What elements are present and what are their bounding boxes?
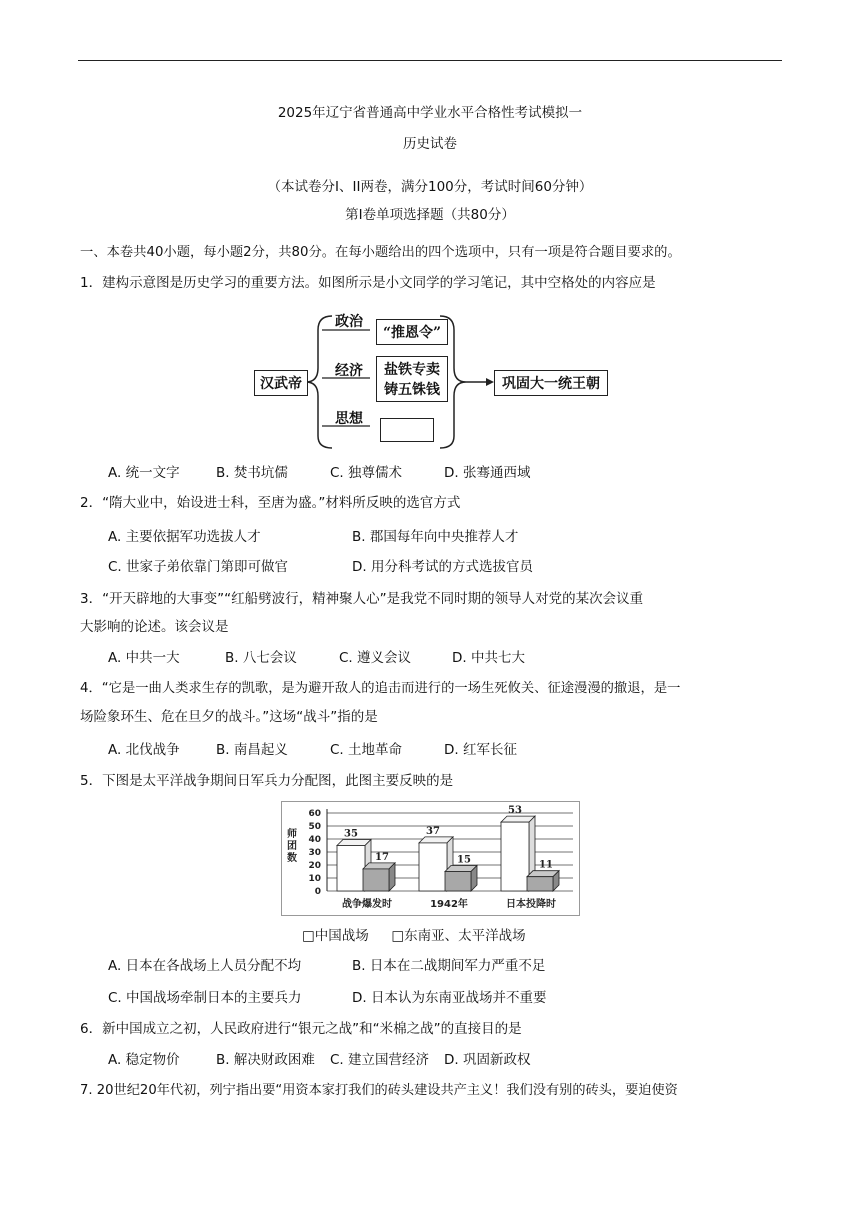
- section-title: 第I卷单项选择题（共80分）: [345, 207, 515, 223]
- q2-option-a[interactable]: A. 主要依据军功选拔人才: [108, 529, 261, 545]
- y-tick-label: 40: [308, 835, 321, 845]
- q6-option-b[interactable]: B. 解决财政困难: [216, 1052, 315, 1068]
- q5-option-d[interactable]: D. 日本认为东南亚战场并不重要: [352, 990, 547, 1006]
- data-label: 53: [508, 805, 522, 817]
- legend-china: □中国战场: [302, 928, 369, 944]
- q5-option-a[interactable]: A. 日本在各战场上人员分配不均: [108, 958, 302, 974]
- exam-note: （本试卷分I、II两卷，满分100分，考试时间60分钟）: [267, 179, 593, 195]
- emperor-box: 汉武帝: [254, 370, 308, 396]
- y-tick-label: 20: [308, 861, 321, 871]
- exam-title: 2025年辽宁省普通高中学业水平合格性考试模拟一: [277, 105, 583, 121]
- category-label: 日本投降时: [506, 899, 556, 910]
- economy-item-2: 铸五铢钱: [384, 382, 440, 398]
- exam-subtitle: 历史试卷: [403, 136, 457, 152]
- q1-diagram: [250, 308, 615, 453]
- q3-stem-line1: 3．“开天辟地的大事变”“红船劈波行，精神聚人心”是我党不同时期的领导人对党的某次会议重: [80, 591, 644, 607]
- q6-option-c[interactable]: C. 建立国营经济: [330, 1052, 430, 1068]
- q3-option-a[interactable]: A. 中共一大: [108, 650, 180, 666]
- y-tick-label: 60: [308, 809, 321, 819]
- q4-stem-line2: 场险象环生、危在旦夕的战斗。”这场“战斗”指的是: [80, 709, 378, 725]
- instructions: 一、本卷共40小题，每小题2分，共80分。在每小题给出的四个选项中，只有一项是符合题目要求的。: [80, 245, 681, 260]
- chart-ylabel: 师团数: [287, 829, 297, 864]
- chart-legend: [302, 927, 526, 945]
- economy-item-1: 盐铁专卖: [384, 362, 440, 378]
- q2-option-d[interactable]: D. 用分科考试的方式选拔官员: [352, 559, 533, 575]
- economy-label: 经济: [335, 363, 363, 379]
- economy-box: [376, 356, 448, 402]
- q6-option-d[interactable]: D. 巩固新政权: [444, 1052, 531, 1068]
- q3-stem-line2: 大影响的论述。该会议是: [80, 619, 229, 635]
- q1-option-d[interactable]: D. 张骞通西域: [444, 465, 531, 481]
- q1-stem: 1．建构示意图是历史学习的重要方法。如图所示是小文同学的学习笔记，其中空格处的内容应是: [80, 275, 656, 291]
- q6-option-a[interactable]: A. 稳定物价: [108, 1052, 180, 1068]
- q6-stem: 6．新中国成立之初，人民政府进行“银元之战”和“米棉之战”的直接目的是: [80, 1021, 522, 1037]
- q2-option-c[interactable]: C. 世家子弟依靠门第即可做官: [108, 559, 289, 575]
- q3-option-b[interactable]: B. 八七会议: [225, 650, 297, 666]
- bar-pacific: [445, 866, 477, 892]
- q1-option-a[interactable]: A. 统一文字: [108, 465, 180, 481]
- blank-box: [380, 418, 434, 442]
- q7-stem: 7. 20世纪20年代初，列宁指出要“用资本家打我们的砖头建设共产主义！我们没有别的砖头，要迫使资: [80, 1083, 678, 1098]
- q2-stem: 2．“隋大业中，始设进士科，至唐为盛。”材料所反映的选官方式: [80, 495, 461, 511]
- y-tick-label: 50: [308, 822, 321, 832]
- politics-label: 政治: [335, 314, 363, 330]
- q5-option-b[interactable]: B. 日本在二战期间军力严重不足: [352, 958, 546, 974]
- data-label: 37: [426, 825, 440, 837]
- q3-option-d[interactable]: D. 中共七大: [452, 650, 525, 666]
- troop-distribution-chart: [281, 801, 581, 917]
- data-label: 35: [344, 828, 358, 840]
- q4-option-b[interactable]: B. 南昌起义: [216, 742, 288, 758]
- y-tick-label: 0: [314, 887, 321, 897]
- q4-option-a[interactable]: A. 北伐战争: [108, 742, 180, 758]
- q4-stem-line1: 4．“它是一曲人类求生存的凯歌，是为避开敌人的追击而进行的一场生死攸关、征途漫漫的撤退，是一: [80, 681, 681, 696]
- q5-stem: 5．下图是太平洋战争期间日军兵力分配图，此图主要反映的是: [80, 773, 454, 789]
- category-label: 战争爆发时: [342, 899, 392, 910]
- bar-pacific: [527, 871, 559, 891]
- category-label: 1942年: [430, 899, 468, 910]
- y-tick-label: 30: [308, 848, 321, 858]
- q5-option-c[interactable]: C. 中国战场牵制日本的主要兵力: [108, 990, 302, 1006]
- result-box: 巩固大一统王朝: [494, 370, 608, 396]
- q4-option-c[interactable]: C. 土地革命: [330, 742, 403, 758]
- top-rule: [78, 60, 782, 61]
- q4-option-d[interactable]: D. 红军长征: [444, 742, 517, 758]
- data-label: 15: [457, 854, 471, 866]
- legend-pacific: □东南亚、太平洋战场: [391, 928, 526, 944]
- thought-label: 思想: [335, 411, 363, 427]
- q1-option-c[interactable]: C. 独尊儒术: [330, 465, 403, 481]
- politics-box: “推恩令”: [376, 319, 448, 345]
- q3-option-c[interactable]: C. 遵义会议: [339, 650, 412, 666]
- q2-option-b[interactable]: B. 郡国每年向中央推荐人才: [352, 529, 519, 545]
- data-label: 11: [539, 859, 553, 871]
- q1-option-b[interactable]: B. 焚书坑儒: [216, 465, 288, 481]
- data-label: 17: [375, 851, 389, 863]
- bar-pacific: [363, 863, 395, 891]
- y-tick-label: 10: [308, 874, 321, 884]
